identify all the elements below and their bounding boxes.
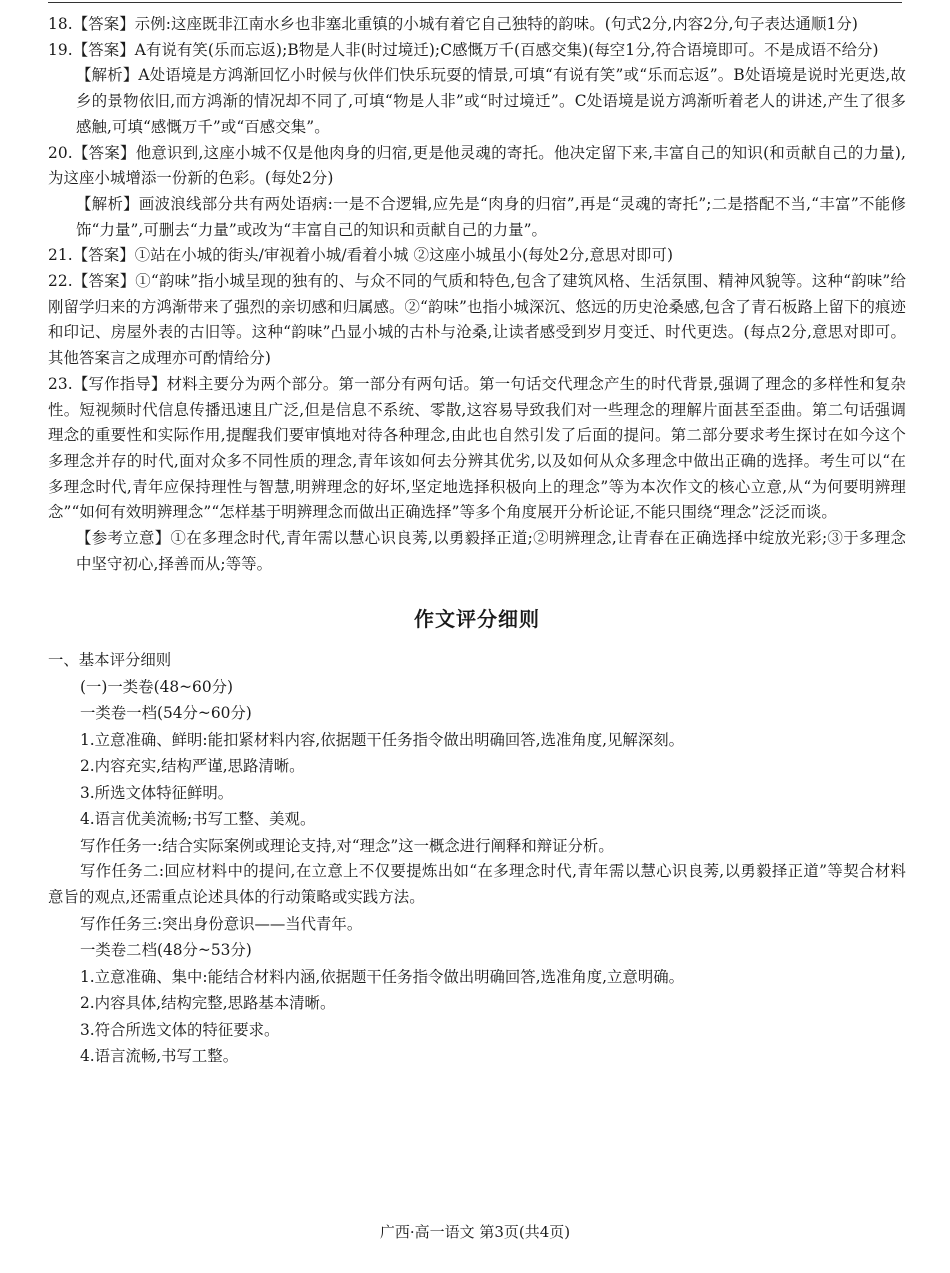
tier1-heading: 一类卷一档(54分~60分) bbox=[80, 704, 252, 723]
class1-heading: (一)一类卷(48~60分) bbox=[80, 677, 234, 696]
answer-text: 【答案】示例:这座既非江南水乡也非塞北重镇的小城有着它自己独特的韵味。(句式2分,内容2分,句子表达通顺1分) bbox=[72, 15, 858, 33]
answer-text: 【答案】A有说有笑(乐而忘返);B物是人非(时过境迁);C感慨万千(百感交集)(每空1分,符合语境即可。不是成语不给分) bbox=[72, 40, 879, 59]
page-footer: 广西·高一语文 第3页(共4页) bbox=[379, 1223, 571, 1241]
answer-number: 22. bbox=[48, 272, 73, 291]
tier1-item: 4.语言优美流畅;书写工整、美观。 bbox=[80, 810, 316, 829]
page-content bbox=[48, 12, 906, 1070]
answer-analysis: 【解析】画波浪线部分共有两处语病:一是不合逻辑,应先是“肉身的归宿”,再是“灵魂的寄托”;二是搭配不当,“丰富”不能修饰“力量”,可删去“力量”或改为“丰富自己的知识和贡献自己的力量”。 bbox=[76, 194, 906, 239]
writing-task-1: 写作任务一:结合实际案例或理论支持,对“理念”这一概念进行阐释和辩证分析。 bbox=[80, 836, 614, 855]
answer-18 bbox=[48, 12, 906, 38]
answer-text: 【答案】①站在小城的街头/审视着小城/看着小城 ②这座小城虽小(每处2分,意思对即可) bbox=[72, 246, 674, 265]
section-heading: 一、基本评分细则 bbox=[48, 651, 172, 670]
tier2-item: 1.立意准确、集中:能结合材料内涵,依据题干任务指令做出明确回答,选准角度,立意明确。 bbox=[80, 967, 684, 986]
answer-text: 【答案】①“韵味”指小城呈现的独有的、与众不同的气质和特色,包含了建筑风格、生活氛围、精神风貌等。这种“韵味”给刚留学归来的方鸿渐带来了强烈的亲切感和归属感。②“韵味”也指小城深沉、悠远的历史沧桑感,包含了青石板路上留下的痕迹和印记、房屋外表的古旧等。这种“韵味”凸显小城的古朴与沧桑,让读者感受到岁月变迁、时代更迭。(每点2分,意思对即可。其他答案言之成理亦可酌情给分) bbox=[48, 272, 906, 368]
tier1-item: 3.所选文体特征鲜明。 bbox=[80, 783, 234, 802]
tier2-heading: 一类卷二档(48分~53分) bbox=[80, 941, 252, 960]
rubric-title: 作文评分细则 bbox=[414, 607, 540, 632]
tier2-item: 3.符合所选文体的特征要求。 bbox=[80, 1020, 280, 1039]
writing-task-2: 写作任务二:回应材料中的提问,在立意上不仅要提炼出如“在多理念时代,青年需以慧心识良莠,以勇毅择正道”等契合材料意旨的观点,还需重点论述具体的行动策略或实践方法。 bbox=[48, 862, 906, 907]
answer-20 bbox=[48, 141, 906, 244]
answer-text: 【答案】他意识到,这座小城不仅是他肉身的归宿,更是他灵魂的寄托。他决定留下来,丰富自己的知识(和贡献自己的力量),为这座小城增添一份新的色彩。(每处2分) bbox=[48, 143, 906, 188]
tier2-item: 4.语言流畅,书写工整。 bbox=[80, 1047, 239, 1066]
tier1-item: 1.立意准确、鲜明:能扣紧材料内容,依据题干任务指令做出明确回答,选准角度,见解深刻。 bbox=[80, 730, 684, 749]
writing-task-3: 写作任务三:突出身份意识——当代青年。 bbox=[80, 914, 363, 933]
answer-number: 23. bbox=[48, 374, 73, 393]
tier1-item: 2.内容充实,结构严谨,思路清晰。 bbox=[80, 757, 305, 776]
answer-number: 20. bbox=[48, 143, 73, 162]
writing-guidance: 【写作指导】材料主要分为两个部分。第一部分有两句话。第一句话交代理念产生的时代背景,强调了理念的多样性和复杂性。短视频时代信息传播迅速且广泛,但是信息不系统、零散,这容易导致我们对一些理念的理解片面甚至歪曲。第二句话强调理念的重要性和实际作用,提醒我们要审慎地对待各种理念,由此也自然引发了后面的提问。第二部分要求考生探讨在如今这个多理念并存的时代,面对众多不同性质的理念,青年该如何去分辨其优劣,以及如何从众多理念中做出正确的选择。考生可以“在多理念时代,青年应保持理性与智慧,明辨理念的好坏,坚定地选择积极向上的理念”等为本次作文的核心立意,从“为何要明辨理念”“如何有效明辨理念”“怎样基于明辨理念而做出正确选择”等多个角度展开分析论证,不能只围绕“理念”泛泛而谈。 bbox=[48, 374, 906, 522]
answer-analysis: 【解析】A处语境是方鸿渐回忆小时候与伙伴们快乐玩耍的情景,可填“有说有笑”或“乐而忘返”。B处语境是说时光更迭,故乡的景物依旧,而方鸿渐的情况却不同了,可填“物是人非”或“时过境迁”。C处语境是说方鸿渐听着老人的讲述,产生了很多感触,可填“感慨万千”或“百感交集”。 bbox=[76, 66, 906, 136]
tier2-item: 2.内容具体,结构完整,思路基本清晰。 bbox=[80, 994, 336, 1013]
answer-number: 18. bbox=[48, 15, 73, 33]
answer-22 bbox=[48, 269, 906, 372]
answer-21 bbox=[48, 243, 906, 269]
answer-23 bbox=[48, 372, 906, 578]
answer-number: 19. bbox=[48, 40, 73, 59]
top-rule bbox=[48, 2, 902, 3]
answer-19 bbox=[48, 38, 906, 141]
rubric-section bbox=[48, 647, 906, 1069]
reference-theme: 【参考立意】①在多理念时代,青年需以慧心识良莠,以勇毅择正道;②明辨理念,让青春在正确选择中绽放光彩;③于多理念中坚守初心,择善而从;等等。 bbox=[76, 529, 906, 573]
answer-number: 21. bbox=[48, 246, 73, 265]
